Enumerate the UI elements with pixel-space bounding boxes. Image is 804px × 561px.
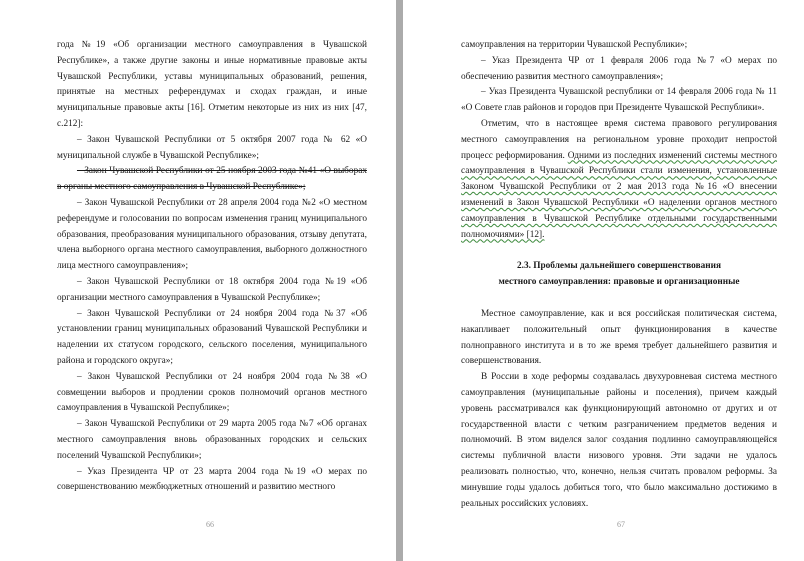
- sentence: В России в ходе реформы создавалась двухуровневая система местного самоуправления (муниципальные районы и поселения), причем каждый уровень рассматривался как функционирующий автономно от других и от государственной власти с четким разграничением предметов ведения и полномочий.: [461, 372, 777, 446]
- section-heading: 2.3. Проблемы дальнейшего совершенствования: [516, 261, 721, 272]
- paragraph: Местное самоуправление, как и вся российская политическая система, накапливает положительный опыт функционирования в качестве полноправного института и в то же время требует дальнейшего развития и совершенствования.: [461, 308, 777, 367]
- paragraph: года №19 «Об организации местного самоуправления в Чувашской Республике», а также другие законы и иные нормативные правовые акты Чувашской Республики, уставы муниципальных образований, решения, принятые на местных референдумах и сходах граждан, и иные муниципальные правовые акты [16]. Отметим некоторые из них из них [47, с.212]:: [57, 40, 367, 129]
- page-text: [57, 38, 367, 496]
- page-text: [461, 38, 777, 512]
- sentence: В этом виделся залог создания подлинно самоуправляющейся системы публичной власти низового уровня. Эти задачи не удалось реализовать полностью, что, конечно, нельзя считать провалом реформы. За минувшие годы удалось добиться того, что было максимально достижимо в реальных российских условиях.: [461, 435, 777, 509]
- spacer: [461, 291, 777, 307]
- page-number: 66: [206, 520, 214, 529]
- list-item-struck: – Закон Чувашской Республики от 25 ноября 2003 года №41 «О выборах в органы местного самоуправления в Чувашской Республике»;: [57, 166, 367, 193]
- list-item: – Закон Чувашской Республики от 18 октября 2004 года №19 «Об организации местного самоуправления в Чувашской Республике»;: [57, 276, 367, 303]
- list-item: – Закон Чувашской Республики от 5 октября 2007 года № 62 «О муниципальной службе в Чувашской Республике»;: [57, 134, 367, 161]
- list-item: – Закон Чувашской Республики от 24 ноября 2004 года №37 «Об установлении границ муниципальных образований Чувашской Республики и наделении их статусом городского, сельского поселения, муниципального района и городского округа»;: [57, 308, 367, 366]
- paragraph: [461, 117, 777, 243]
- list-item: – Указ Президента Чувашской республики от 14 февраля 2006 года № 11 «О Совете глав районов и городов при Президенте Чувашской Республики».: [461, 87, 777, 114]
- section-heading-line-2: местного самоуправления: правовые и организационные: [498, 277, 740, 288]
- sentence: Отметим, что в настоящее время система правового регулирования местного самоуправления на региональном уровне проходит непростой процесс реформирования.: [461, 118, 777, 161]
- list-item: – Закон Чувашской Республики от 28 апреля 2004 года №2 «О местном референдуме и голосовании по вопросам изменения границ муниципального образования, преобразования муниципального образования, отзыву депутата, члена выборного органа местного самоуправления, выборного должностного лица местного самоуправления»;: [57, 197, 367, 272]
- list-item: – Указ Президента ЧР от 1 февраля 2006 года №7 «О мерах по обеспечению развития местного самоуправления»;: [461, 55, 777, 82]
- spacer: [461, 243, 777, 259]
- marked-sentence: Одними из последних изменений системы местного самоуправления в Чувашской Республики стали изменения, установленные Законом Чувашской Республики от 2 мая 2013 года №16 «О внесении изменений в Закон Чувашской Республики «О наделении органов местного самоуправления в Чувашской Республике отдельными государственными полномочиями» [12].: [461, 150, 778, 240]
- list-item: – Закон Чувашской Республики от 24 ноября 2004 года №38 «О совмещении выборов и продлении сроков полномочий органов местного самоуправления в Чувашской Республике»;: [57, 371, 367, 414]
- page-number: 67: [617, 520, 625, 529]
- paragraph: самоуправления на территории Чувашской Республики»;: [461, 40, 688, 50]
- document-page-right: [403, 0, 804, 561]
- list-item: – Указ Президента ЧР от 23 марта 2004 года №19 «О мерах по совершенствованию межбюджетных отношений и развитию местного: [57, 466, 367, 493]
- list-item: – Закон Чувашской Республики от 29 марта 2005 года №7 «Об органах местного самоуправления вновь образованных городских и сельских поселений Чувашской Республики»;: [57, 419, 367, 461]
- document-page-left: [0, 0, 396, 561]
- paragraph: [461, 370, 777, 512]
